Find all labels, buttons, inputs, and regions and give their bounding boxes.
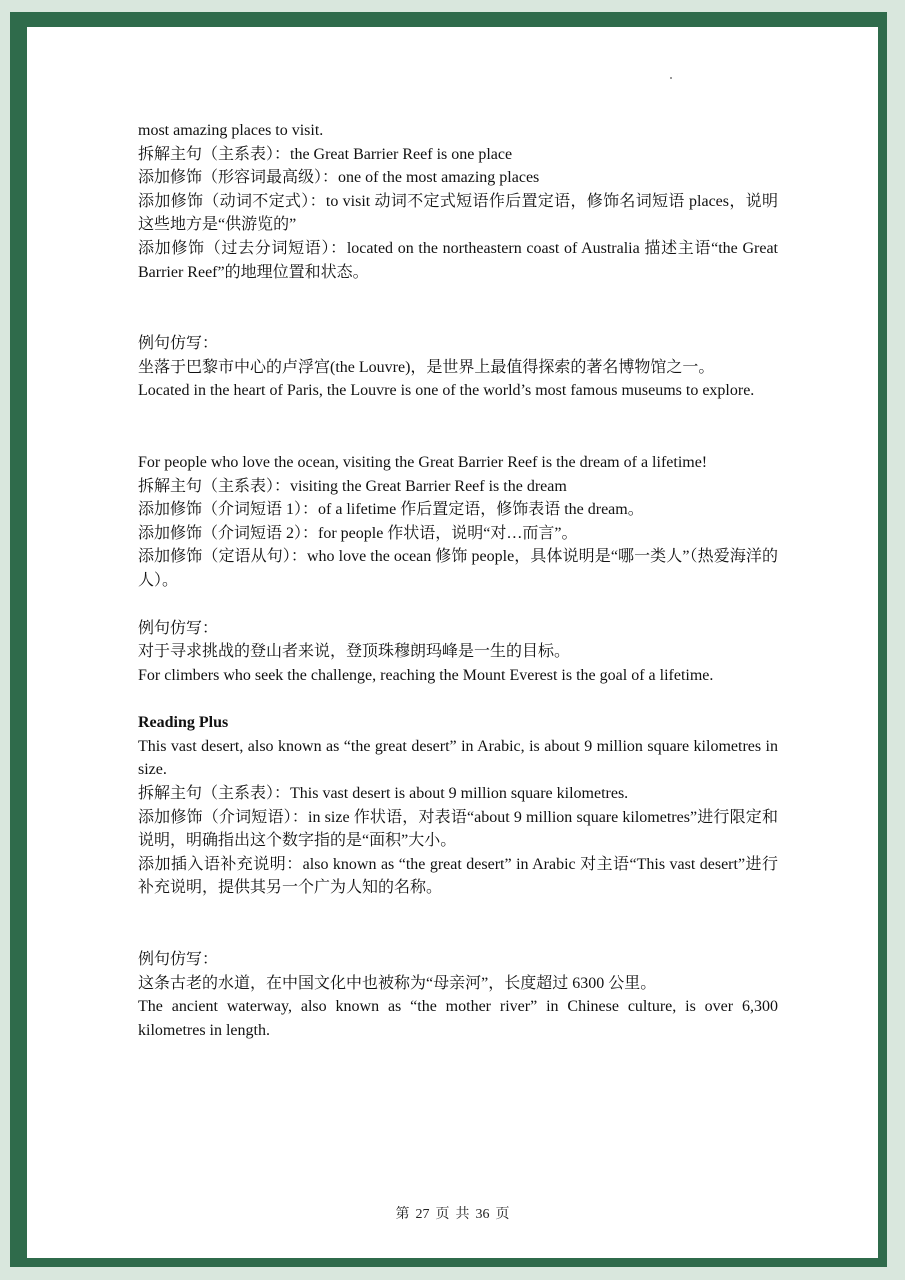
- section-heading: Reading Plus: [138, 714, 229, 732]
- page-content: [138, 119, 778, 1042]
- footer-text: 页: [495, 1207, 510, 1222]
- text-line: 添加修饰（形容词最高级）：one of the most amazing places: [138, 169, 540, 187]
- text-line: 添加修饰（动词不定式）：to visit 动词不定式短语作后置定语，修饰名词短语 places，说明这些地方是“供游览的”: [138, 192, 778, 234]
- text-line: 添加修饰（过去分词短语）：located on the northeastern coast of Australia 描述主语“the Great Barrier Reef”的地理位置和状态。: [138, 239, 778, 281]
- total-page-number: 36: [475, 1207, 490, 1222]
- document-page: [20, 20, 885, 1265]
- text-line: 添加修饰（介词短语 2）：for people 作状语，说明“对…而言”。: [138, 524, 578, 542]
- example-chinese: 坐落于巴黎市中心的卢浮宫(the Louvre)，是世界上最值得探索的著名博物馆之一。: [138, 358, 715, 376]
- text-line: For people who love the ocean, visiting the Great Barrier Reef is the dream of a lifetime!: [138, 453, 708, 471]
- example-label: 例句仿写：: [138, 335, 219, 353]
- text-line: 拆解主句（主系表）：This vast desert is about 9 million square kilometres.: [138, 785, 629, 803]
- footer-text: 第: [395, 1207, 410, 1222]
- footer-text: 页: [435, 1207, 450, 1222]
- text-line: This vast desert, also known as “the great desert” in Arabic, is about 9 million square kilometres in size.: [138, 737, 778, 779]
- text-line: 添加插入语补充说明：also known as “the great desert” in Arabic 对主语“This vast desert”进行补充说明，提供其另一个广为人知的名称。: [138, 855, 778, 897]
- speck: [670, 77, 672, 79]
- example-label: 例句仿写：: [138, 619, 219, 637]
- example-chinese: 这条古老的水道，在中国文化中也被称为“母亲河”，长度超过 6300 公里。: [138, 974, 657, 992]
- text-line: 添加修饰（介词短语）：in size 作状语，对表语“about 9 million square kilometres”进行限定和说明，明确指出这个数字指的是“面积”大小。: [138, 808, 778, 850]
- example-english: The ancient waterway, also known as “the mother river” in Chinese culture, is over 6,300 kilometres in length.: [138, 998, 778, 1039]
- page-number-footer: [27, 1203, 878, 1223]
- text-line: 拆解主句（主系表）：visiting the Great Barrier Reef is the dream: [138, 477, 567, 495]
- example-english: For climbers who seek the challenge, reaching the Mount Everest is the goal of a lifetime.: [138, 666, 714, 684]
- text-line: 拆解主句（主系表）：the Great Barrier Reef is one place: [138, 145, 513, 163]
- text-line: most amazing places to visit.: [138, 122, 324, 139]
- text-line: 添加修饰（介词短语 1）：of a lifetime 作后置定语，修饰表语 the dream。: [138, 501, 644, 519]
- example-chinese: 对于寻求挑战的登山者来说，登顶珠穆朗玛峰是一生的目标。: [138, 643, 571, 661]
- example-english: Located in the heart of Paris, the Louvre is one of the world’s most famous museums to explore.: [138, 382, 755, 400]
- example-label: 例句仿写：: [138, 951, 219, 969]
- current-page-number: 27: [415, 1207, 430, 1222]
- text-line: 添加修饰（定语从句）：who love the ocean 修饰 people，具体说明是“哪一类人”（热爱海洋的人）。: [138, 548, 778, 589]
- footer-text: 共: [455, 1207, 470, 1222]
